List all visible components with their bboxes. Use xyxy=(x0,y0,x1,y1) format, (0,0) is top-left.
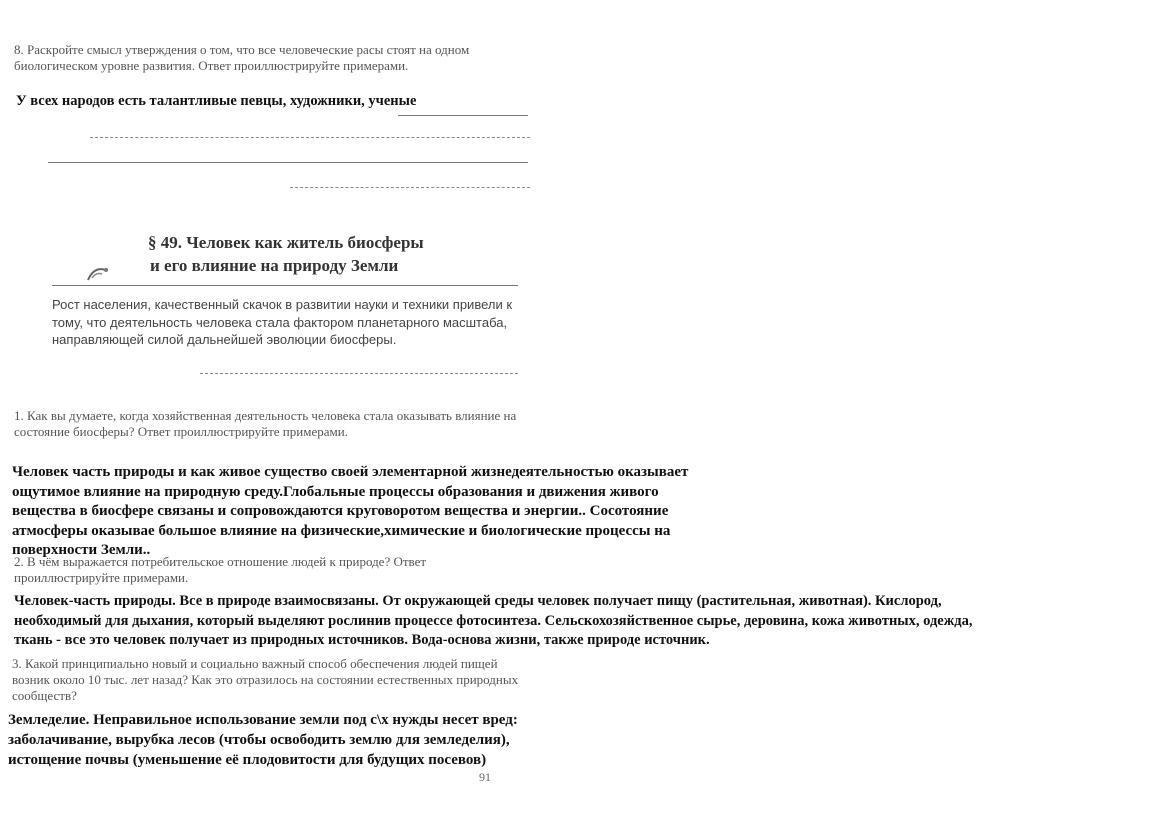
answer-1-line: вещества в биосфере связаны и сопровождаются круговоротом вещества и энергии.. Сосотояние xyxy=(12,503,669,519)
question-2-text: 2. В чём выражается потребительское отношение людей к природе? Ответ проиллюстрируйте примерами. xyxy=(14,554,427,585)
answer-2-line: необходимый для дыхания, который выделяют рослинив процессе фотосинтеза. Сельскохозяйственное сырье, деровина, кожа животных, одежда, xyxy=(14,612,973,629)
answer-3-line: Земледелие. Неправильное использование земли под с\х нужды несет вред: xyxy=(8,712,518,728)
answer-2-text xyxy=(14,592,972,651)
answer-2-line: Человек-часть природы. Все в природе взаимосвязаны. От окружающей среды человек получает пищу (растительная, животная). Кислород, xyxy=(14,593,942,609)
question-1-text: 1. Как вы думаете, когда хозяйственная деятельность человека стала оказывать влияние на состояние биосферы? Ответ проиллюстрируйте примерами. xyxy=(14,408,517,439)
section-title-line1: § 49. Человек как житель биосферы xyxy=(148,233,424,252)
answer-line xyxy=(398,115,528,116)
answer-line xyxy=(48,162,528,163)
answer-2-line: ткань - все это человек получает из природных источников. Вода-основа жизни, также природе источник. xyxy=(14,632,710,648)
section-title-line2: и его влияние на природу Земли xyxy=(150,256,399,275)
answer-1-line: поверхности Земли.. xyxy=(12,542,151,558)
section-intro: Рост населения, качественный скачок в развитии науки и техники привели к тому, что деятельность человека стала фактором планетарного масштаба, направляющей силой дальнейшей эволюции биосферы. xyxy=(52,297,513,347)
section-divider-top xyxy=(52,285,518,286)
page-number: 91 xyxy=(479,770,491,784)
answer-3-text xyxy=(8,710,518,770)
answer-1-line: атмосферы оказывае большое влияние на физические,химические и биологические процессы на xyxy=(12,522,671,539)
answer-1-line: ощутимое влияние на природную среду.Глобальные процессы образования и движения живого xyxy=(12,483,659,500)
section-emblem-icon xyxy=(84,262,114,286)
question-3-text: 3. Какой принципиально новый и социально важный способ обеспечения людей пищей возник около 10 тыс. лет назад? Как это отразилось на состоянии естественных природных сообществ? xyxy=(12,656,519,703)
answer-1-text xyxy=(12,463,688,561)
answer-1-line: Человек часть природы и как живое существо своей элементарной жизнедеятельностью оказывает xyxy=(12,464,689,480)
section-divider-bottom xyxy=(200,373,518,374)
question-8-text: 8. Раскройте смысл утверждения о том, что все человеческие расы стоят на одном биологическом уровне развития. Ответ проиллюстрируйте примерами. xyxy=(14,42,470,73)
answer-line xyxy=(90,137,530,138)
answer-3-line: заболачивание, вырубка лесов (чтобы освободить землю для земледелия), xyxy=(8,732,510,748)
answer-3-line: истощение почвы (уменьшение её плодовитости для будущих посевов) xyxy=(8,752,487,768)
answer-8-text: У всех народов есть талантливые певцы, художники, ученые xyxy=(16,93,417,109)
answer-line xyxy=(290,187,530,188)
